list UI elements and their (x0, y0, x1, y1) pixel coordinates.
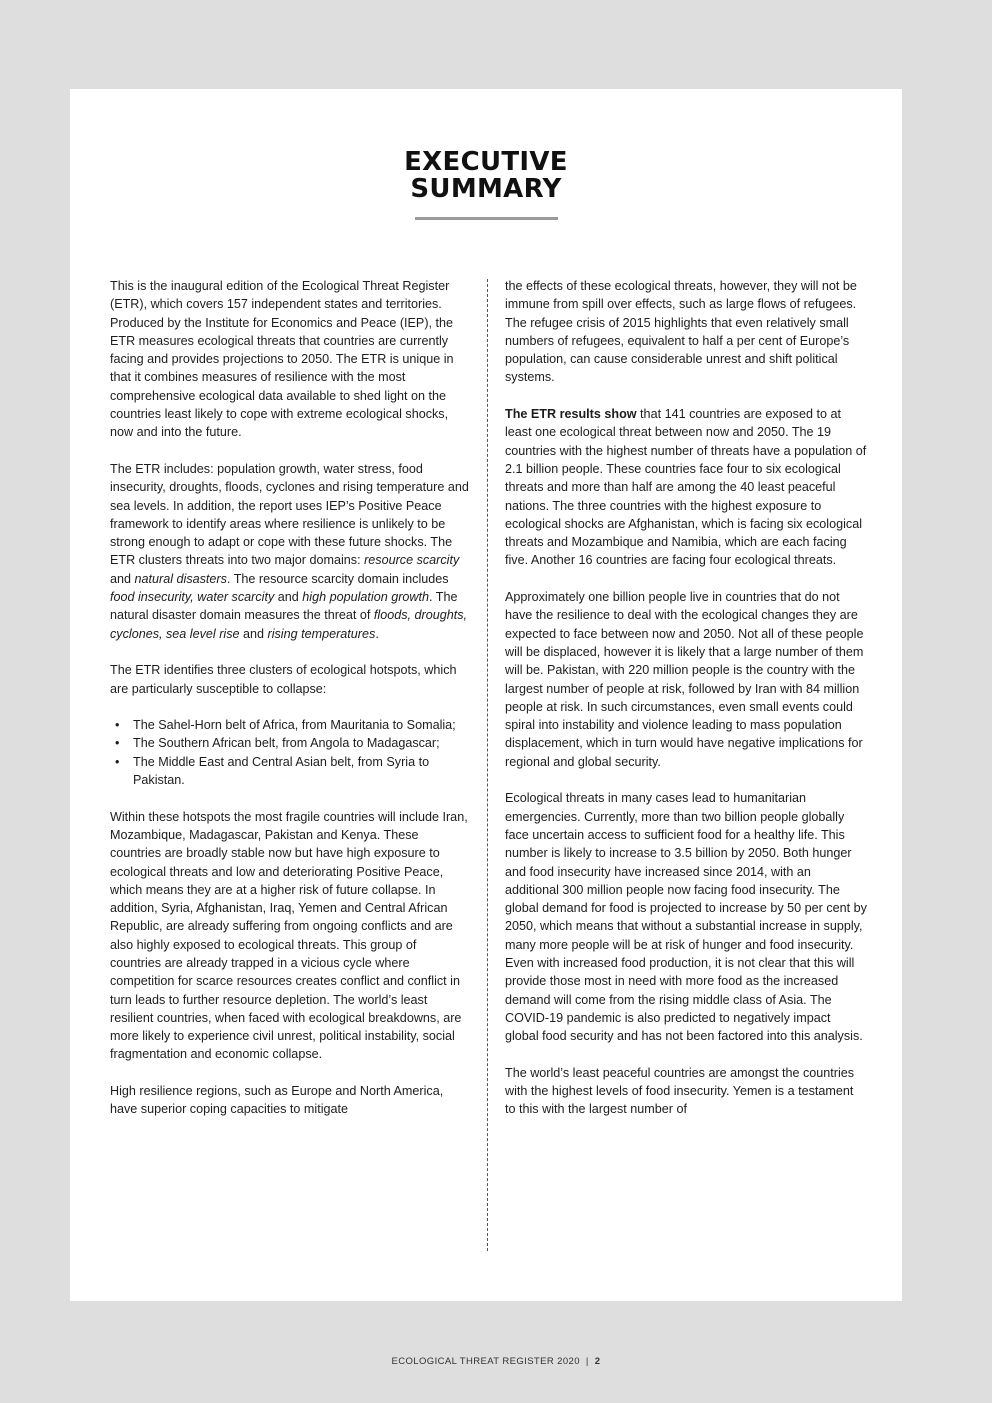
title-underline (415, 217, 558, 220)
right-column (505, 277, 867, 1137)
title-line-2: SUMMARY (410, 174, 562, 204)
fragile-countries-paragraph: Within these hotspots the most fragile countries will include Iran, Mozambique, Madagascar, Pakistan and Kenya. These countries are broadly stable now but have high exposure to ecological threats and low and deteriorating Positive Peace, which means they are at a higher risk of future collapse. In addition, Syria, Afghanistan, Iraq, Yemen and Central African Republic, are already suffering from ongoing conflicts and are also highly exposed to ecological threats. This group of countries are already trapped in a vicious cycle where competition for scarce resources creates conflict and conflict in turn leads to further resource depletion. The world’s least resilient countries, when faced with ecological breakdowns, are more likely to experience civil unrest, political instability, social fragmentation and economic collapse. (110, 809, 468, 1062)
list-item: • The Middle East and Central Asian belt, from Syria to Pakistan. (110, 753, 470, 790)
food-insecurity-paragraph: Ecological threats in many cases lead to humanitarian emergencies. Currently, more than two billion people globally face uncertain access to sufficient food for a healthy life. This number is likely to increase to 3.5 billion by 2050. Both hunger and food insecurity have increased since 2014, with an additional 300 million people now facing food insecurity. The global demand for food is projected to increase by 50 per cent by 2050, which means that without a substantial increase in supply, many more people will be at risk of hunger and food insecurity. Even with increased food production, it is not clear that this will provide those most in need with more food as the increased demand will come from the rising middle class of Asia. The COVID-19 pandemic is also predicted to negatively impact global food security and has not been factored into this analysis. (505, 791, 867, 1044)
column-divider (487, 279, 488, 1251)
spillover-paragraph: the effects of these ecological threats, however, they will not be immune from spill over effects, such as large flows of refugees. The refugee crisis of 2015 highlights that even relatively small numbers of refugees, equivalent to half a per cent of Europe’s population, can cause considerable unrest and shift political systems. (505, 279, 857, 385)
high-resilience-paragraph: High resilience regions, such as Europe and North America, have superior coping capacities to mitigate (110, 1084, 444, 1117)
list-item: • The Southern African belt, from Angola to Madagascar; (110, 734, 470, 752)
resilience-risk-paragraph: Approximately one billion people live in countries that do not have the resilience to deal with the ecological changes they are expected to face between now and 2050. Not all of these people will be displaced, however it is likely that a large number of them will be. Pakistan, with 220 million people is the country with the largest number of people at risk, followed by Iran with 84 million people at risk. In such circumstances, even small events could spiral into instability and violence leading to mass population displacement, which in turn would have negative implications for regional and global security. (505, 590, 864, 769)
footer-separator: | (585, 1356, 589, 1367)
page-number: 2 (594, 1356, 601, 1367)
hotspots-paragraph: The ETR identifies three clusters of ecological hotspots, which are particularly susceptible to collapse: (110, 663, 457, 696)
hotspot-list (110, 716, 470, 789)
etr-results-paragraph: The ETR results show that 141 countries are exposed to at least one ecological threat between now and 2050. The 19 countries with the highest number of threats have a population of 2.1 billion people. These countries face four to six ecological threats and more than half are among the 40 least peaceful nations. The three countries with the highest exposure to ecological shocks are Afghanistan, which is facing six ecological threats and Mozambique and Namibia, which are each facing five. Another 16 countries are facing four ecological threats. (505, 407, 867, 568)
etr-includes-paragraph: The ETR includes: population growth, water stress, food insecurity, droughts, floods, cyclones and rising temperature and sea levels. In addition, the report uses IEP’s Positive Peace framework to identify areas where resilience is unlikely to be strong enough to adapt or cope with these future shocks. The ETR clusters threats into two major domains: resource scarcity and natural disasters. The resource scarcity domain includes food insecurity, water scarcity and high population growth. The natural disaster domain measures the threat of floods, droughts, cyclones, sea level rise and rising temperatures. (110, 461, 469, 641)
title-line-1: EXECUTIVE (404, 147, 568, 177)
left-column (110, 277, 470, 1137)
least-peaceful-paragraph: The world’s least peaceful countries are amongst the countries with the highest levels of food insecurity. Yemen is a testament to this with the largest number of (505, 1065, 855, 1117)
list-item: • The Sahel-Horn belt of Africa, from Mauritania to Somalia; (110, 716, 470, 734)
page-sheet (70, 89, 902, 1301)
footer-label: ECOLOGICAL THREAT REGISTER 2020 (391, 1356, 580, 1367)
page-footer (0, 1356, 992, 1367)
intro-paragraph: This is the inaugural edition of the Ecological Threat Register (ETR), which covers 157 independent states and territories. Produced by the Institute for Economics and Peace (IEP), the ETR measures ecological threats that countries are currently facing and provides projections to 2050. The ETR is unique in that it combines measures of resilience with the most comprehensive ecological data available to shed light on the countries least likely to cope with extreme ecological shocks, now and into the future. (110, 279, 454, 440)
page-title (70, 149, 902, 203)
